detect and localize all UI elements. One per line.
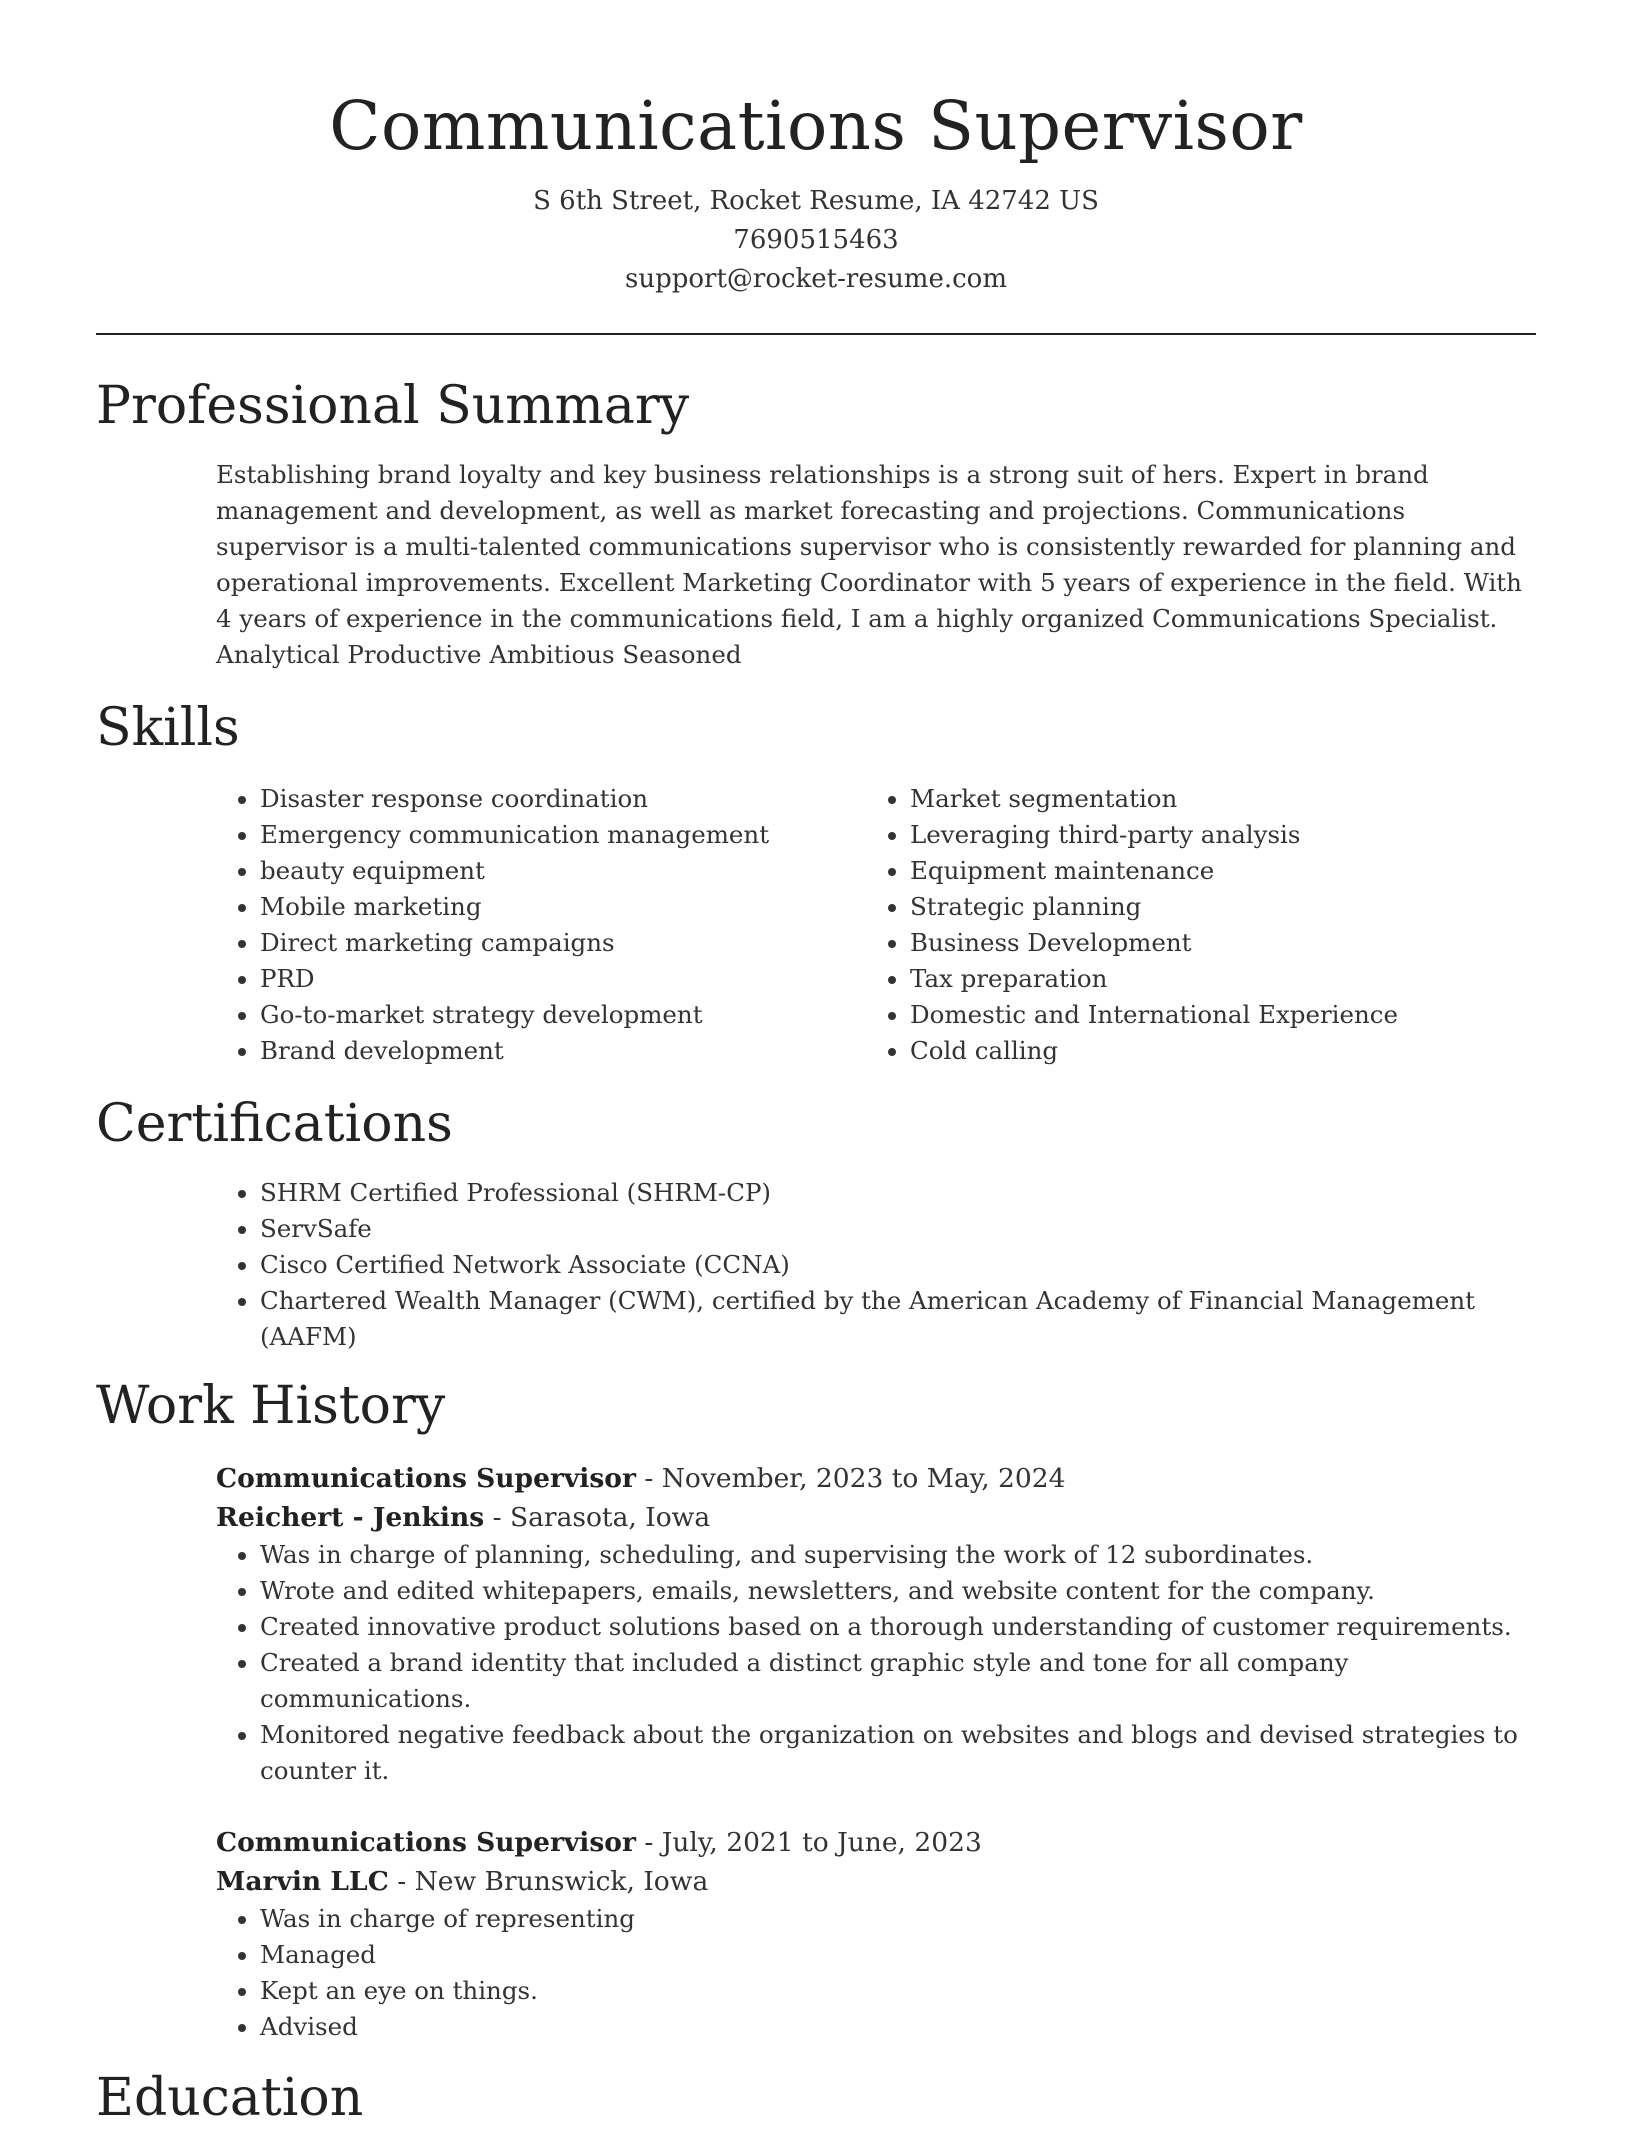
job-title-line [216,1459,1536,1498]
summary-text: Establishing brand loyalty and key business relationships is a strong suit of hers. Expert in brand management and development, as well as market forecasting and projections. Communications supervisor is a multi-talented communications supervisor who is consistently rewarded for planning and operational improvements. Excellent Marketing Coordinator with 5 years of experience in the field. With 4 years of experience in the communications field, I am a highly organized Communications Specialist. Analytical Productive Ambitious Seasoned [216,460,1522,669]
job-company-line [216,1862,1536,1901]
list-item: • Managed [260,1937,1536,1973]
section-title-skills: Skills [96,698,240,758]
email: support@rocket-resume.com [624,264,1007,294]
list-item: • Market segmentation [910,781,1516,817]
candidate-name: Communications Supervisor [329,87,1303,165]
skills-list [216,781,1536,1069]
section-title-education: Education [96,2068,364,2128]
section-title-summary: Professional Summary [96,376,690,436]
job-role: Communications Supervisor [216,1827,636,1858]
resume-header [96,0,1536,299]
resume-page [96,0,1536,2129]
job-location: - Sarasota, Iowa [484,1502,711,1533]
list-item: • Domestic and International Experience [910,997,1516,1033]
job-entry [216,1459,1536,1789]
job-title-line [216,1823,1536,1862]
section-title-work-history: Work History [96,1376,446,1436]
list-item: • Kept an eye on things. [260,1973,1536,2009]
job-entry [216,1823,1536,2045]
job-company: Reichert - Jenkins [216,1502,485,1533]
certifications-list [216,1175,1536,1355]
list-item: • Chartered Wealth Manager (CWM), certified by the American Academy of Financial Management (AAFM) [260,1283,1536,1355]
job-bullets [216,1537,1536,1789]
list-item: • Disaster response coordination [260,781,866,817]
list-item: • Wrote and edited whitepapers, emails, newsletters, and website content for the company. [260,1573,1536,1609]
header-divider [96,333,1536,335]
list-item: • Strategic planning [910,889,1516,925]
list-item: • Cisco Certified Network Associate (CCNA) [260,1247,1536,1283]
list-item: • Was in charge of planning, scheduling, and supervising the work of 12 subordinates. [260,1537,1536,1573]
list-item: • Emergency communication management [260,817,866,853]
list-item: • Direct marketing campaigns [260,925,866,961]
list-item: • PRD [260,961,866,997]
job-location: - New Brunswick, Iowa [388,1866,709,1897]
address: S 6th Street, Rocket Resume, IA 42742 US [533,186,1099,216]
phone: 7690515463 [733,225,899,255]
job-role: Communications Supervisor [216,1463,636,1494]
job-company-line [216,1498,1536,1537]
list-item: • Brand development [260,1033,866,1069]
list-item: • Tax preparation [910,961,1516,997]
job-dates: - November, 2023 to May, 2024 [635,1463,1066,1494]
section-title-certifications: Certifications [96,1094,453,1154]
job-dates: - July, 2021 to June, 2023 [635,1827,982,1858]
list-item: • ServSafe [260,1211,1536,1247]
list-item: • Cold calling [910,1033,1516,1069]
contact-block [96,182,1536,299]
skills-column-left [216,781,866,1069]
job-bullets [216,1901,1536,2045]
list-item: • Created a brand identity that included a distinct graphic style and tone for all company communications. [260,1645,1536,1717]
certifications-bullets [216,1175,1536,1355]
list-item: • Mobile marketing [260,889,866,925]
list-item: • Leveraging third-party analysis [910,817,1516,853]
job-company: Marvin LLC [216,1866,389,1897]
list-item: • Monitored negative feedback about the organization on websites and blogs and devised strategies to counter it. [260,1717,1536,1789]
list-item: • Advised [260,2009,1536,2045]
list-item: • Equipment maintenance [910,853,1516,889]
list-item: • SHRM Certified Professional (SHRM-CP) [260,1175,1536,1211]
list-item: • Business Development [910,925,1516,961]
list-item: • Created innovative product solutions based on a thorough understanding of customer requirements. [260,1609,1536,1645]
list-item: • Go-to-market strategy development [260,997,866,1033]
list-item: • Was in charge of representing [260,1901,1536,1937]
skills-column-right [866,781,1516,1069]
list-item: • beauty equipment [260,853,866,889]
